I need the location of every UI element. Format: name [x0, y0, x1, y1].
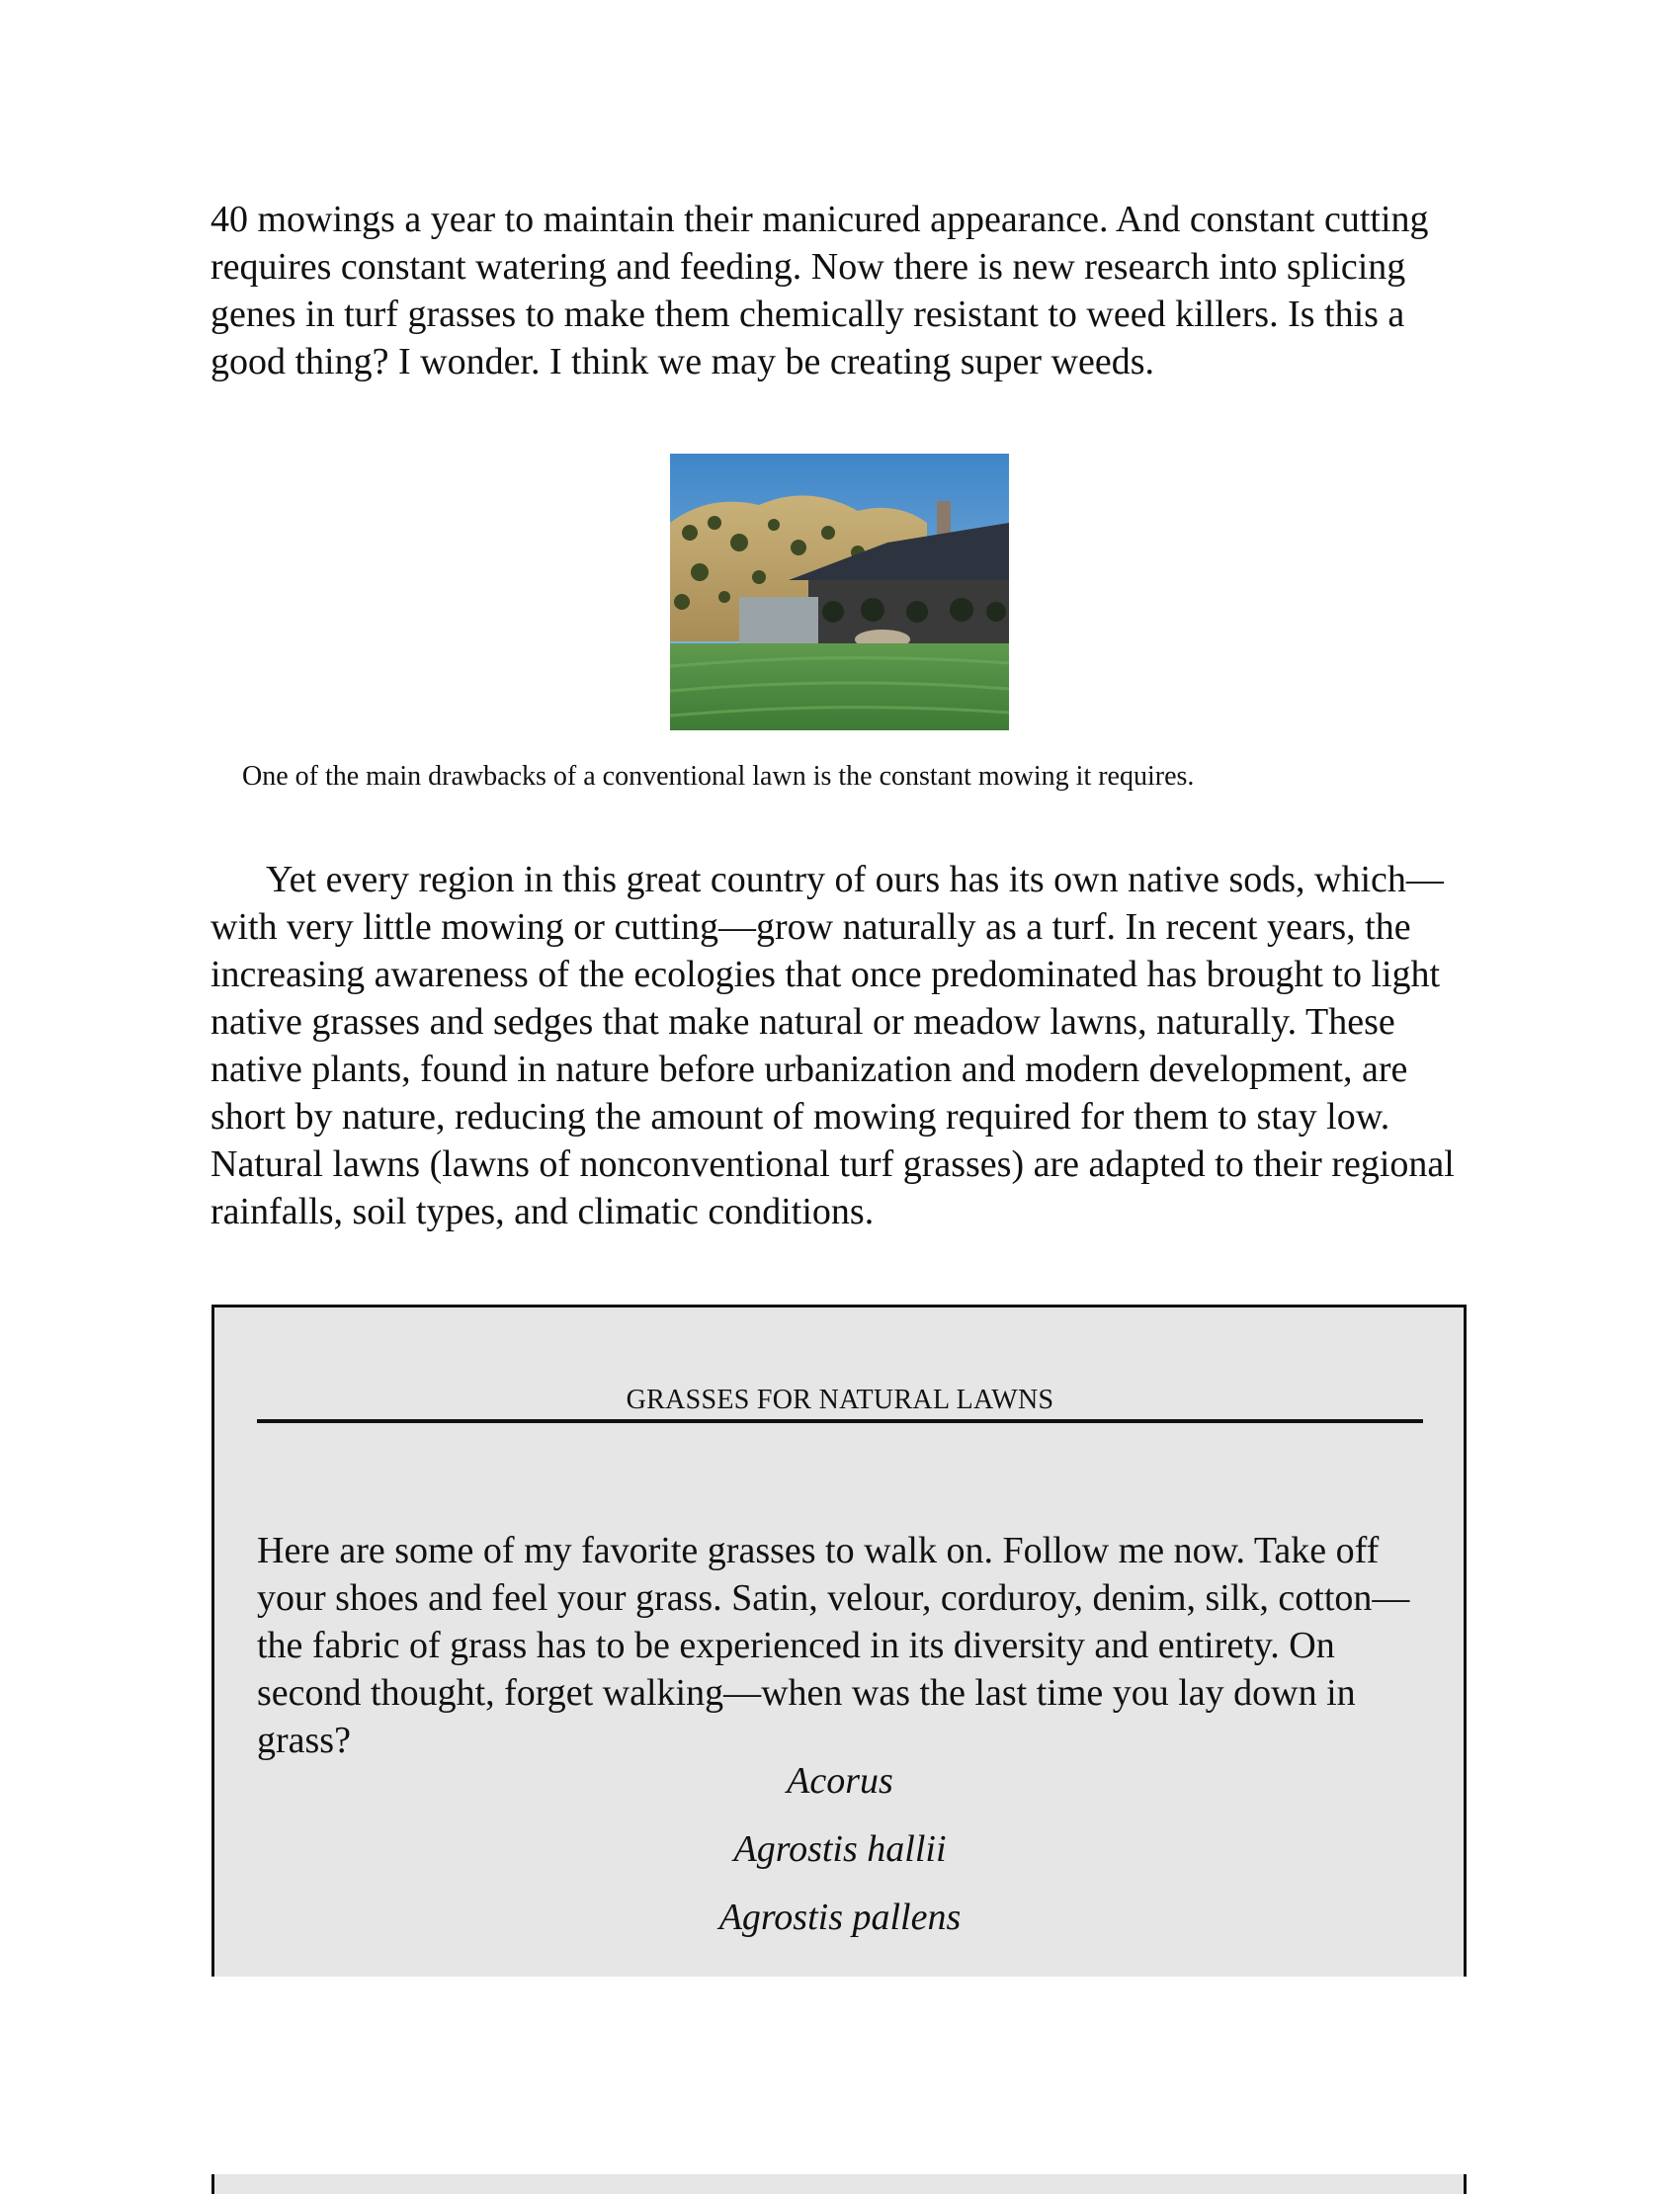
lawn-photo — [670, 454, 1009, 730]
intro-paragraph: 40 mowings a year to maintain their manicured appearance. And constant cutting requires constant watering and feeding. Now there is new research into splicing genes in turf grasses to make them chemically resistant to weed killers. Is this a good thing? I wonder. I think we may be creating super weeds. — [210, 199, 1429, 382]
grass-list-item: Agrostis hallii — [733, 1828, 947, 1870]
page-bottom-margin — [0, 1977, 1680, 2174]
sidebar-divider — [257, 1419, 1423, 1423]
sidebar-paragraph: Here are some of my favorite grasses to walk on. Follow me now. Take off your shoes and feel your grass. Satin, velour, corduroy, denim, silk, cotton—the fabric of grass has to be experienced in its diversity and entirety. On second thought, forget walking—when was the last time you lay down in grass? — [257, 1530, 1410, 1761]
sidebar-title: GRASSES FOR NATURAL LAWNS — [626, 1385, 1054, 1415]
grass-list — [257, 1757, 1423, 1962]
grass-list-item: Acorus — [787, 1760, 893, 1802]
figure-caption: One of the main drawbacks of a conventional lawn is the constant mowing it requires. — [242, 761, 1195, 792]
grass-list-item: Agrostis pallens — [718, 1897, 962, 1938]
main-paragraph: Yet every region in this great country of ours has its own native sods, which—with very little mowing or cutting—grow naturally as a turf. In recent years, the increasing awareness of the ecologies that once predominated has brought to light native grasses and sedges that make natural or meadow lawns, naturally. These native plants, found in nature before urbanization and modern development, are short by nature, reducing the amount of mowing required for them to stay low. Natural lawns (lawns of nonconventional turf grasses) are adapted to their regional rainfalls, soil types, and climatic conditions. — [210, 859, 1455, 1232]
